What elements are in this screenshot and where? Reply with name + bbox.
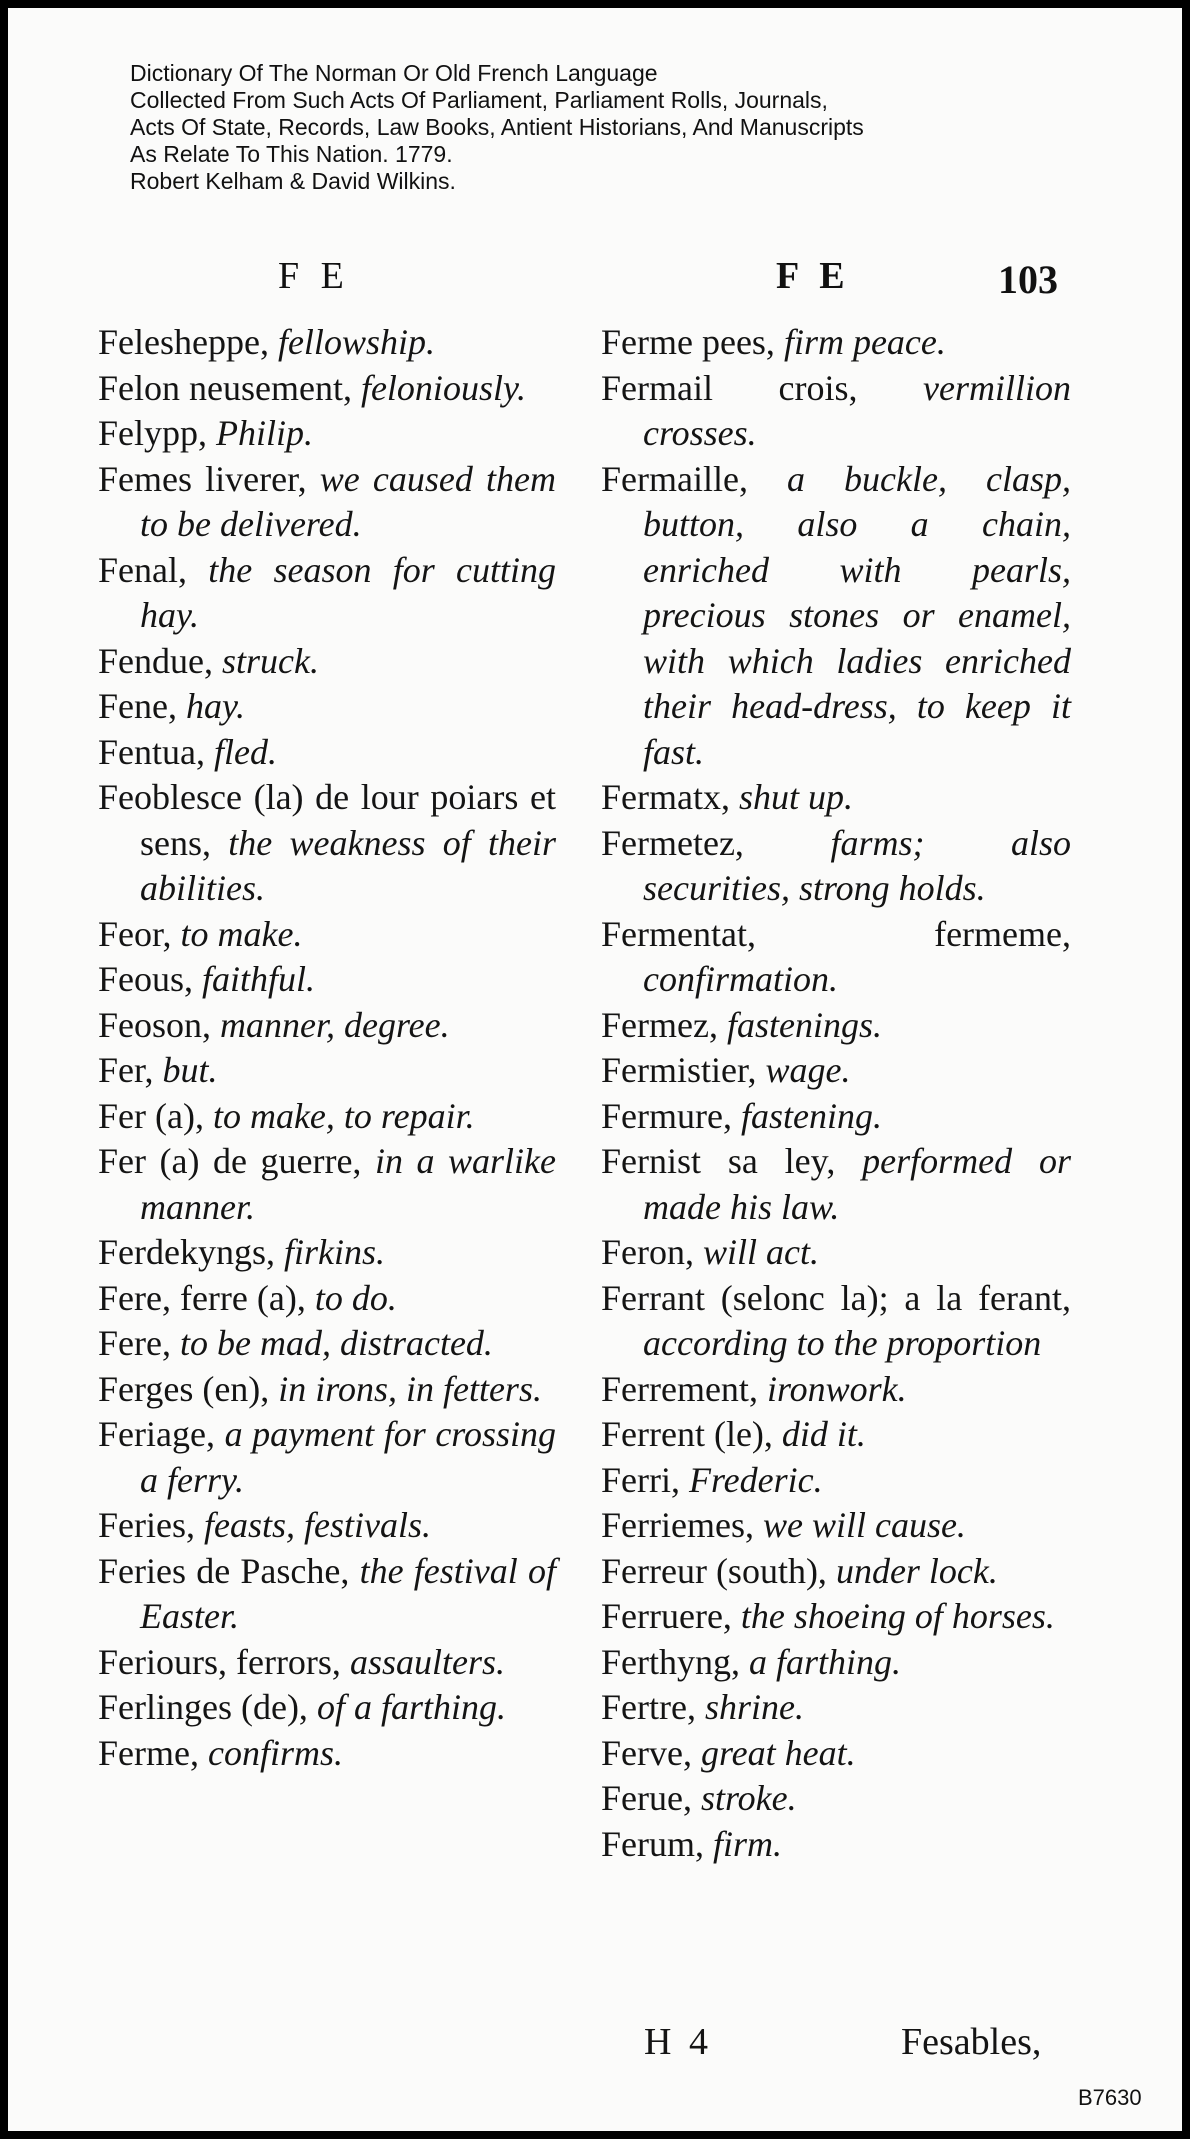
entry-headword: Fertre, <box>601 1687 696 1727</box>
entry-definition: according to the proportion <box>643 1323 1042 1363</box>
entry-definition: performed or made his law. <box>643 1141 1071 1227</box>
entry-headword: Ferrent (le), <box>601 1414 773 1454</box>
entry-definition: vermillion crosses. <box>643 367 1071 453</box>
dictionary-entry <box>98 411 556 457</box>
entry-definition: farms; also securities, strong holds. <box>643 822 1071 908</box>
dictionary-entry <box>98 1048 556 1094</box>
dictionary-entry <box>601 1594 1071 1640</box>
entry-headword: Fermail crois, <box>601 367 858 408</box>
entry-headword: Fenal, <box>98 549 187 590</box>
entry-headword: Femes liverer, <box>98 458 307 499</box>
dictionary-entry <box>98 1276 556 1322</box>
entry-definition: to make. <box>180 913 303 954</box>
dictionary-entry <box>601 1458 1071 1504</box>
entry-headword: Fermetez, <box>601 822 744 863</box>
dictionary-entry <box>601 1685 1071 1731</box>
caption-line: Collected From Such Acts Of Parliament, Parliament Rolls, Journals, <box>130 87 828 113</box>
entry-definition: fastenings. <box>726 1004 882 1045</box>
entry-headword: Feoson, <box>98 1004 212 1045</box>
dictionary-entry <box>601 912 1071 1003</box>
entry-definition: wage. <box>765 1050 851 1090</box>
dictionary-entry <box>98 1685 556 1731</box>
entry-headword: Fermure, <box>601 1095 732 1136</box>
entry-headword: Fer, <box>98 1050 154 1090</box>
entry-definition: we caused them to be delivered. <box>140 458 556 544</box>
entry-definition: under lock. <box>835 1550 998 1591</box>
entry-definition: we will cause. <box>762 1505 966 1545</box>
dictionary-entry <box>601 775 1071 821</box>
dictionary-entry <box>98 1549 556 1640</box>
entry-headword: Ferme, <box>98 1732 199 1773</box>
entry-headword: Ferthyng, <box>601 1641 740 1682</box>
dictionary-entry <box>98 1094 556 1140</box>
caption-block <box>130 60 1030 195</box>
entry-headword: Fene, <box>98 686 177 726</box>
entry-headword: Ferruere, <box>601 1596 732 1636</box>
dictionary-entry <box>601 1094 1071 1140</box>
entry-headword: Fermatx, <box>601 777 730 817</box>
stock-number: B7630 <box>1078 2085 1142 2110</box>
entry-definition: did it. <box>781 1414 866 1454</box>
entry-definition: a payment for crossing a ferry. <box>140 1414 556 1500</box>
entry-definition: a buckle, clasp, button, also a chain, enriched with pearls, precious stones or enamel, with which ladies enriched their head-dress, to keep it fast. <box>643 458 1072 772</box>
entry-headword: Feriage, <box>98 1414 215 1454</box>
running-head-left: F E <box>278 255 350 297</box>
dictionary-entry <box>98 1230 556 1276</box>
dictionary-entry <box>98 957 556 1003</box>
page-number: 103 <box>998 257 1058 302</box>
dictionary-entry <box>601 1367 1071 1413</box>
entry-headword: Ferum, <box>601 1823 704 1864</box>
entry-definition: firm. <box>713 1823 783 1864</box>
dictionary-entry <box>601 1003 1071 1049</box>
dictionary-entry <box>98 1321 556 1367</box>
dictionary-entry <box>98 1731 556 1777</box>
dictionary-entry <box>98 1139 556 1230</box>
entry-headword: Fentua, <box>98 731 205 772</box>
entry-headword: Ferdekyngs, <box>98 1232 275 1272</box>
entry-headword: Ferve, <box>601 1732 692 1773</box>
dictionary-entry <box>98 684 556 730</box>
entry-headword: Ferme pees, <box>601 322 775 362</box>
entry-definition: assaulters. <box>349 1641 505 1682</box>
catchword: Fesables, <box>901 2021 1042 2063</box>
entry-headword: Fermaille, <box>601 458 748 499</box>
dictionary-entry <box>601 1048 1071 1094</box>
entry-definition: firkins. <box>283 1232 385 1272</box>
entry-definition: great heat. <box>700 1732 856 1773</box>
dictionary-entry <box>98 1412 556 1503</box>
dictionary-entry <box>601 1230 1071 1276</box>
entry-definition: shrine. <box>704 1687 804 1727</box>
entry-headword: Ferlinges (de), <box>98 1687 308 1727</box>
entry-headword: Fernist sa ley, <box>601 1141 836 1181</box>
entry-definition: ironwork. <box>766 1368 907 1409</box>
entry-headword: Ferue, <box>601 1778 692 1818</box>
dictionary-entry <box>98 548 556 639</box>
dictionary-entry <box>98 366 556 412</box>
dictionary-entry <box>98 730 556 776</box>
dictionary-entry <box>601 366 1071 457</box>
entry-definition: in a warlike manner. <box>140 1141 557 1227</box>
dictionary-entry <box>601 457 1071 776</box>
entry-definition: confirms. <box>207 1732 343 1773</box>
entry-definition: hay. <box>185 686 245 726</box>
dictionary-entry <box>601 1731 1071 1777</box>
entry-headword: Feries de Pasche, <box>98 1550 350 1591</box>
entry-headword: Fermez, <box>601 1004 718 1045</box>
right-column <box>601 320 1071 1867</box>
entry-headword: Ferriemes, <box>601 1505 754 1545</box>
entry-definition: fastening. <box>740 1095 882 1136</box>
entry-definition: the shoeing of horses. <box>740 1596 1055 1636</box>
entry-headword: Felesheppe, <box>98 322 269 362</box>
entry-definition: to make, to repair. <box>212 1095 475 1136</box>
entry-headword: Felypp, <box>98 413 208 453</box>
entry-headword: Feoblesce (la) de lour poiars et sens, <box>98 777 556 863</box>
entry-headword: Fere, <box>98 1323 171 1363</box>
entry-headword: Fere, ferre (a), <box>98 1277 306 1318</box>
left-column <box>98 320 556 1776</box>
entry-headword: Fermentat, fermeme, <box>601 913 1071 954</box>
entry-headword: Fendue, <box>98 640 213 681</box>
dictionary-entry <box>98 1503 556 1549</box>
entry-headword: Feron, <box>601 1232 694 1272</box>
entry-headword: Ferreur (south), <box>601 1550 827 1591</box>
dictionary-entry <box>601 1276 1071 1367</box>
entry-headword: Ferrement, <box>601 1368 758 1409</box>
running-head-right: F E <box>776 255 851 297</box>
dictionary-entry <box>98 1367 556 1413</box>
dictionary-entry <box>98 1003 556 1049</box>
entry-definition: stroke. <box>700 1778 797 1818</box>
dictionary-entry <box>601 320 1071 366</box>
signature-mark: H 4 <box>644 2021 712 2063</box>
dictionary-entry <box>98 639 556 685</box>
entry-definition: to do. <box>314 1277 397 1318</box>
dictionary-entry <box>98 1640 556 1686</box>
entry-headword: Feous, <box>98 959 194 999</box>
caption-line: Dictionary Of The Norman Or Old French Language <box>130 60 658 86</box>
caption-line: As Relate To This Nation. 1779. <box>130 141 453 167</box>
entry-headword: Felon neusement, <box>98 367 352 408</box>
entry-definition: will act. <box>703 1232 819 1272</box>
dictionary-entry <box>601 1640 1071 1686</box>
dictionary-entry <box>98 775 556 912</box>
dictionary-entry <box>601 821 1071 912</box>
entry-definition: a farthing. <box>749 1641 902 1682</box>
entry-definition: Frederic. <box>688 1459 823 1500</box>
entry-headword: Fer (a) de guerre, <box>98 1141 362 1181</box>
dictionary-entry <box>601 1822 1071 1868</box>
dictionary-entry <box>98 912 556 958</box>
entry-definition: feasts, festivals. <box>203 1505 431 1545</box>
entry-headword: Fermistier, <box>601 1050 757 1090</box>
dictionary-entry <box>98 320 556 366</box>
dictionary-entry <box>601 1776 1071 1822</box>
entry-definition: faithful. <box>202 959 316 999</box>
entry-definition: fled. <box>213 731 277 772</box>
entry-definition: the festival of Easter. <box>140 1550 556 1636</box>
entry-definition: confirmation. <box>643 959 838 999</box>
dictionary-entry <box>98 457 556 548</box>
entry-definition: struck. <box>221 640 319 681</box>
entry-definition: of a farthing. <box>316 1687 506 1727</box>
entry-definition: fellowship. <box>277 322 435 362</box>
caption-line: Robert Kelham & David Wilkins. <box>130 168 456 194</box>
dictionary-entry <box>601 1503 1071 1549</box>
entry-headword: Feries, <box>98 1505 195 1545</box>
entry-definition: feloniously. <box>360 367 526 408</box>
entry-definition: Philip. <box>216 413 314 453</box>
entry-definition: the weakness of their abilities. <box>140 822 556 908</box>
entry-definition: in irons, in fetters. <box>278 1368 542 1409</box>
dictionary-entry <box>601 1139 1071 1230</box>
entry-headword: Feriours, ferrors, <box>98 1641 341 1682</box>
caption-line: Acts Of State, Records, Law Books, Antient Historians, And Manuscripts <box>130 114 864 140</box>
entry-headword: Fer (a), <box>98 1095 204 1136</box>
dictionary-entry <box>601 1412 1071 1458</box>
entry-definition: but. <box>162 1050 218 1090</box>
entry-definition: to be mad, distracted. <box>179 1323 493 1363</box>
entry-headword: Ferri, <box>601 1459 680 1500</box>
dictionary-entry <box>601 1549 1071 1595</box>
entry-definition: firm peace. <box>783 322 946 362</box>
entry-headword: Ferrant (selonc la); a la ferant, <box>601 1277 1071 1318</box>
entry-definition: shut up. <box>738 777 853 817</box>
entry-headword: Ferges (en), <box>98 1368 270 1409</box>
entry-headword: Feor, <box>98 913 172 954</box>
entry-definition: the season for cutting hay. <box>140 549 556 635</box>
entry-definition: manner, degree. <box>220 1004 450 1045</box>
